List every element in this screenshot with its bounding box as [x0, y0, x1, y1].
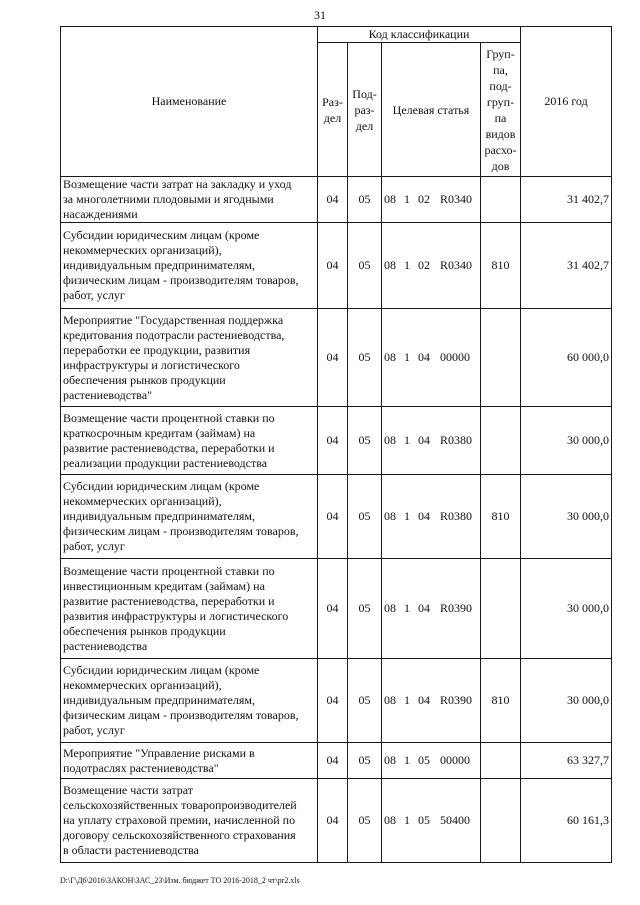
target-article-part: 08: [384, 258, 396, 272]
target-article-part: 1: [404, 433, 410, 447]
table-row: [61, 223, 612, 309]
row-expense-group: [481, 559, 521, 659]
row-expense-group: 810: [481, 659, 521, 743]
row-target-article: [382, 407, 481, 475]
row-target-article: [382, 177, 481, 223]
row-name-line: индивидуальным предпринимателям,: [63, 258, 255, 272]
row-name: [61, 475, 318, 559]
file-path-footer: D:\Г\Д6\2016\ЗАКОН\ЗАС_23\Изм. бюджет ТО 2016-2018_2 чт\pr2.xls: [60, 876, 300, 885]
row-podrazdel: 05: [348, 177, 382, 223]
row-expense-group: [481, 779, 521, 863]
row-name-line: инфраструктуры и логистического: [63, 357, 240, 372]
row-name-line: обеспечения рынков продукции: [63, 372, 226, 387]
row-name-line: краткосрочным кредитам (займам) на: [63, 425, 256, 440]
header-group: [481, 43, 521, 177]
target-article-part: R0390: [440, 693, 473, 707]
target-article-part: 1: [404, 693, 410, 707]
row-name-line: Субсидии юридическим лицам (кроме: [63, 663, 260, 677]
row-name-line: индивидуальным предпринимателям,: [63, 693, 255, 707]
row-expense-group: [481, 407, 521, 475]
header-group-line: груп-: [486, 94, 515, 109]
page-number: 31: [314, 8, 326, 22]
row-name-line: на уплату страховой премии, начисленной по: [63, 813, 296, 827]
row-name-line: растениеводства": [63, 387, 153, 402]
row-name-line: развитие растениеводства, переработки и: [63, 440, 275, 455]
row-name-line: инвестиционным кредитам (займам) на: [63, 578, 265, 593]
target-article-part: 00000: [440, 350, 470, 364]
target-article-part: R0380: [440, 433, 473, 447]
row-razdel: 04: [318, 223, 348, 309]
target-article-part: 1: [404, 350, 410, 364]
row-name-line: подотраслях растениеводства": [63, 760, 219, 775]
row-podrazdel: 05: [348, 309, 382, 407]
target-article-part: 50400: [440, 813, 470, 827]
target-article-part: 04: [418, 433, 430, 447]
header-podrazdel-line: раз-: [354, 102, 375, 117]
row-target-article: [382, 223, 481, 309]
row-name-line: Мероприятие "Управление рисками в: [63, 745, 255, 760]
row-name-line: насаждениями: [63, 207, 138, 221]
header-podrazdel-line: дел: [355, 118, 374, 133]
target-article-part: R0340: [440, 258, 473, 272]
row-name-line: обеспечения рынков продукции: [63, 623, 226, 638]
row-name-line: работ, услуг: [63, 288, 125, 302]
row-podrazdel: 05: [348, 223, 382, 309]
row-name-line: Мероприятие "Государственная поддержка: [63, 312, 284, 327]
row-name-line: переработки ее продукции, развития: [63, 342, 251, 357]
row-name-line: работ, услуг: [63, 539, 125, 553]
target-article-part: 08: [384, 601, 396, 615]
row-razdel: 04: [318, 177, 348, 223]
table-row: [61, 475, 612, 559]
row-amount: 60 000,0: [521, 309, 612, 407]
row-name-line: физическим лицам - производителям товаров,: [63, 273, 299, 287]
header-group-line: дов: [491, 158, 510, 173]
row-target-article: [382, 559, 481, 659]
row-razdel: 04: [318, 559, 348, 659]
header-name: Наименование: [61, 27, 318, 177]
row-name-line: физическим лицам - производителям товаров,: [63, 708, 299, 722]
header-razdel: [318, 43, 348, 177]
target-article-part: 04: [418, 693, 430, 707]
row-name: [61, 309, 318, 407]
row-target-article: [382, 309, 481, 407]
row-name-line: в области растениеводства: [63, 843, 199, 857]
target-article-part: 02: [418, 258, 430, 272]
row-amount: 30 000,0: [521, 559, 612, 659]
header-group-line: па,: [493, 62, 508, 77]
target-article-part: 1: [404, 509, 410, 523]
row-amount: 30 000,0: [521, 475, 612, 559]
row-expense-group: 810: [481, 223, 521, 309]
row-expense-group: 810: [481, 475, 521, 559]
row-razdel: 04: [318, 475, 348, 559]
table-row: [61, 779, 612, 863]
row-razdel: 04: [318, 407, 348, 475]
header-razdel-line: Раз-: [322, 94, 343, 109]
row-razdel: 04: [318, 309, 348, 407]
row-name-line: физическим лицам - производителям товаров,: [63, 524, 299, 538]
row-podrazdel: 05: [348, 407, 382, 475]
row-amount: 31 402,7: [521, 223, 612, 309]
row-amount: 60 161,3: [521, 779, 612, 863]
header-group-line: па: [494, 110, 507, 125]
row-expense-group: [481, 743, 521, 779]
row-name-line: некоммерческих организаций),: [63, 243, 222, 257]
row-name-line: реализации продукции растениеводства: [63, 455, 268, 470]
row-name: [61, 407, 318, 475]
row-name-line: за многолетними плодовыми и ягодными: [63, 192, 274, 206]
row-name: [61, 177, 318, 223]
row-name: [61, 779, 318, 863]
row-amount: 63 327,7: [521, 743, 612, 779]
row-name-line: Субсидии юридическим лицам (кроме: [63, 479, 260, 493]
row-razdel: 04: [318, 779, 348, 863]
target-article-part: R0390: [440, 601, 473, 615]
row-razdel: 04: [318, 743, 348, 779]
row-name-line: Возмещение части затрат на закладку и уход: [63, 177, 292, 191]
header-group-line: Груп-: [486, 46, 515, 61]
row-name-line: Субсидии юридическим лицам (кроме: [63, 228, 260, 242]
budget-table: [60, 26, 612, 863]
row-razdel: 04: [318, 659, 348, 743]
target-article-part: 08: [384, 433, 396, 447]
row-name: [61, 559, 318, 659]
row-name-line: индивидуальным предпринимателям,: [63, 509, 255, 523]
header-target: Целевая статья: [382, 43, 481, 177]
row-expense-group: [481, 177, 521, 223]
target-article-part: 08: [384, 192, 396, 206]
target-article-part: 08: [384, 509, 396, 523]
row-name-line: кредитования подотрасли растениеводства,: [63, 327, 285, 342]
target-article-part: 08: [384, 693, 396, 707]
row-podrazdel: 05: [348, 659, 382, 743]
table-body: [61, 177, 612, 863]
table-header: [61, 27, 612, 177]
table-row: [61, 407, 612, 475]
header-group-line: видов: [485, 126, 516, 141]
row-podrazdel: 05: [348, 779, 382, 863]
row-name-line: работ, услуг: [63, 723, 125, 737]
header-podrazdel-line: Под-: [352, 86, 377, 101]
target-article-part: 08: [384, 813, 396, 827]
table-row: [61, 659, 612, 743]
row-amount: 30 000,0: [521, 659, 612, 743]
row-name-line: некоммерческих организаций),: [63, 494, 222, 508]
row-name-line: договору сельскохозяйственного страхования: [63, 828, 296, 842]
row-expense-group: [481, 309, 521, 407]
target-article-part: 04: [418, 509, 430, 523]
row-name-line: Возмещение части затрат: [63, 783, 193, 797]
row-amount: 30 000,0: [521, 407, 612, 475]
target-article-part: 08: [384, 350, 396, 364]
table-row: [61, 743, 612, 779]
target-article-part: 1: [404, 258, 410, 272]
header-podrazdel: [348, 43, 382, 177]
row-target-article: [382, 659, 481, 743]
target-article-part: 1: [404, 753, 410, 767]
target-article-part: 04: [418, 601, 430, 615]
row-name: [61, 659, 318, 743]
table-row: [61, 309, 612, 407]
target-article-part: 05: [418, 753, 430, 767]
row-name-line: Возмещение части процентной ставки по: [63, 563, 275, 578]
target-article-part: R0380: [440, 509, 473, 523]
header-group-line: расхо-: [484, 142, 517, 157]
row-target-article: [382, 475, 481, 559]
row-podrazdel: 05: [348, 743, 382, 779]
row-amount: 31 402,7: [521, 177, 612, 223]
target-article-part: 05: [418, 813, 430, 827]
target-article-part: 1: [404, 813, 410, 827]
row-podrazdel: 05: [348, 475, 382, 559]
row-name-line: сельскохозяйственных товаропроизводителей: [63, 798, 297, 812]
target-article-part: 04: [418, 350, 430, 364]
header-group-line: под-: [489, 78, 512, 93]
table-row: [61, 559, 612, 659]
row-name-line: растениеводства: [63, 638, 148, 653]
target-article-part: 00000: [440, 753, 470, 767]
target-article-part: 08: [384, 753, 396, 767]
row-name-line: развития инфраструктуры и логистического: [63, 608, 289, 623]
table-row: [61, 177, 612, 223]
row-podrazdel: 05: [348, 559, 382, 659]
target-article-part: 1: [404, 192, 410, 206]
row-name-line: некоммерческих организаций),: [63, 678, 222, 692]
row-name-line: Возмещение части процентной ставки по: [63, 410, 275, 425]
row-name-line: развитие растениеводства, переработки и: [63, 593, 275, 608]
target-article-part: 1: [404, 601, 410, 615]
row-name: [61, 743, 318, 779]
row-name: [61, 223, 318, 309]
row-target-article: [382, 779, 481, 863]
target-article-part: R0340: [440, 192, 473, 206]
row-target-article: [382, 743, 481, 779]
header-year: 2016 год: [521, 27, 612, 177]
header-razdel-line: дел: [323, 110, 342, 125]
header-classification: Код классификации: [318, 27, 521, 43]
target-article-part: 02: [418, 192, 430, 206]
